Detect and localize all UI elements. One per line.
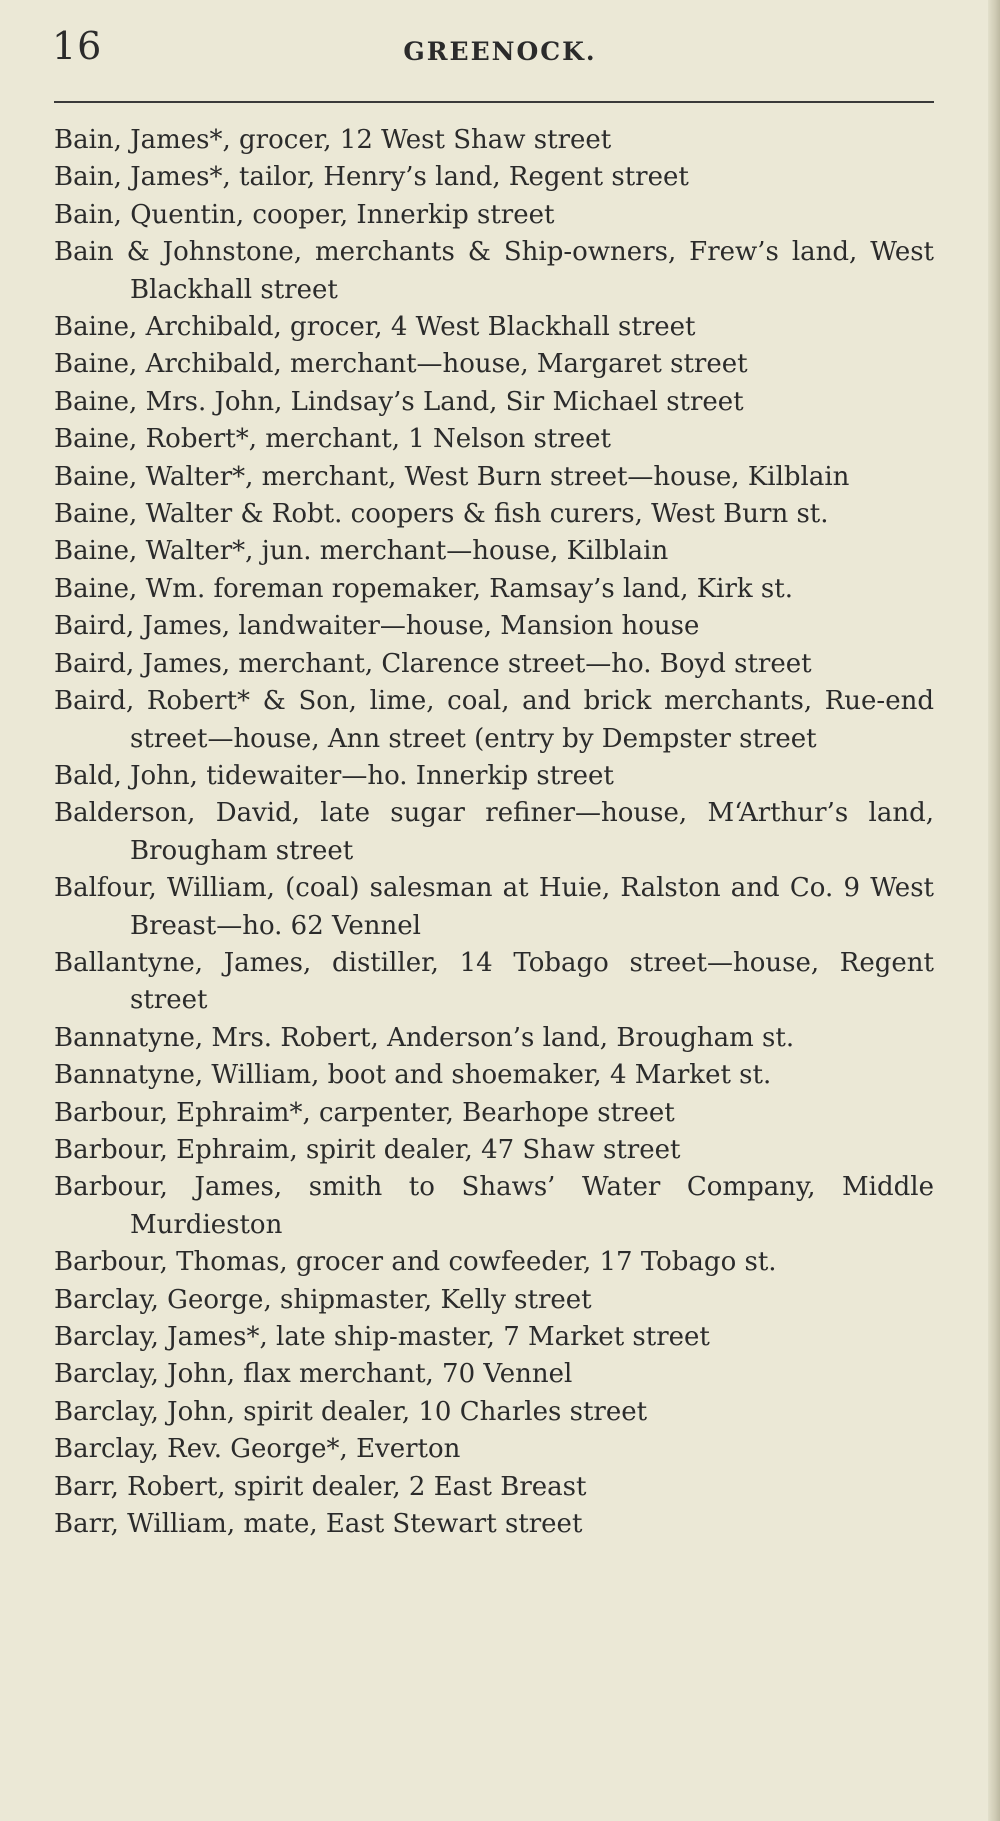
directory-entry: Balderson, David, late sugar refiner—house, M‘Arthur’s land, Brougham street [54, 798, 934, 866]
directory-entry: Baird, James, landwaiter—house, Mansion house [54, 611, 700, 642]
directory-entries [54, 122, 934, 1543]
directory-entry: Baird, Robert* & Son, lime, coal, and brick merchants, Rue-end street—house, Ann street (entry by Dempster street [54, 686, 934, 754]
directory-entry: Barclay, Rev. George*, Everton [54, 1434, 461, 1465]
directory-entry: Barclay, John, flax merchant, 70 Vennel [54, 1359, 573, 1390]
directory-entry: Bain, Quentin, cooper, Innerkip street [54, 199, 555, 230]
header-rule [54, 101, 934, 103]
directory-entry: Baine, Walter*, jun. merchant—house, Kilblain [54, 536, 669, 567]
directory-entry: Baine, Archibald, grocer, 4 West Blackhall street [54, 312, 696, 343]
directory-entry: Bannatyne, William, boot and shoemaker, 4 Market st. [54, 1060, 772, 1091]
running-head: GREENOCK. [403, 37, 597, 66]
directory-entry: Barbour, Thomas, grocer and cowfeeder, 17 Tobago st. [54, 1247, 777, 1278]
directory-entry: Barr, William, mate, East Stewart street [54, 1509, 583, 1540]
directory-entry: Bain, James*, tailor, Henry’s land, Regent street [54, 162, 689, 193]
directory-entry: Barbour, Ephraim*, carpenter, Bearhope street [54, 1097, 675, 1128]
directory-entry: Baine, Walter*, merchant, West Burn street—house, Kilblain [54, 461, 850, 492]
page-number: 16 [52, 24, 103, 68]
directory-entry: Bannatyne, Mrs. Robert, Anderson’s land, Brougham st. [54, 1022, 795, 1053]
directory-entry: Bald, John, tidewaiter—ho. Innerkip street [54, 760, 614, 791]
directory-entry: Barclay, George, shipmaster, Kelly street [54, 1284, 592, 1315]
directory-entry: Ballantyne, James, distiller, 14 Tobago street—house, Regent street [54, 947, 934, 1016]
directory-entry: Baird, James, merchant, Clarence street—ho. Boyd street [54, 648, 812, 679]
directory-entry: Baine, Archibald, merchant—house, Margaret street [54, 349, 748, 380]
directory-entry: Barclay, John, spirit dealer, 10 Charles street [54, 1396, 648, 1427]
directory-entry: Barr, Robert, spirit dealer, 2 East Breast [54, 1471, 587, 1502]
directory-entry: Balfour, William, (coal) salesman at Huie, Ralston and Co. 9 West Breast—ho. 62 Vennel [54, 873, 934, 941]
directory-entry: Baine, Walter & Robt. coopers & fish curers, West Burn st. [54, 499, 829, 530]
directory-entry: Baine, Wm. foreman ropemaker, Ramsay’s land, Kirk st. [54, 573, 793, 604]
directory-entry: Barbour, Ephraim, spirit dealer, 47 Shaw street [54, 1134, 681, 1165]
directory-entry: Barclay, James*, late ship-master, 7 Market street [54, 1322, 710, 1352]
directory-entry: Bain & Johnstone, merchants & Ship-owners, Frew’s land, West Blackhall street [54, 237, 934, 305]
directory-entry: Barbour, James, smith to Shaws’ Water Company, Middle Murdieston [54, 1172, 934, 1240]
directory-entry: Bain, James*, grocer, 12 West Shaw street [54, 125, 612, 155]
page-gutter [988, 0, 1000, 1821]
directory-entry: Baine, Robert*, merchant, 1 Nelson street [54, 424, 611, 455]
directory-entry: Baine, Mrs. John, Lindsay’s Land, Sir Michael street [54, 386, 744, 417]
